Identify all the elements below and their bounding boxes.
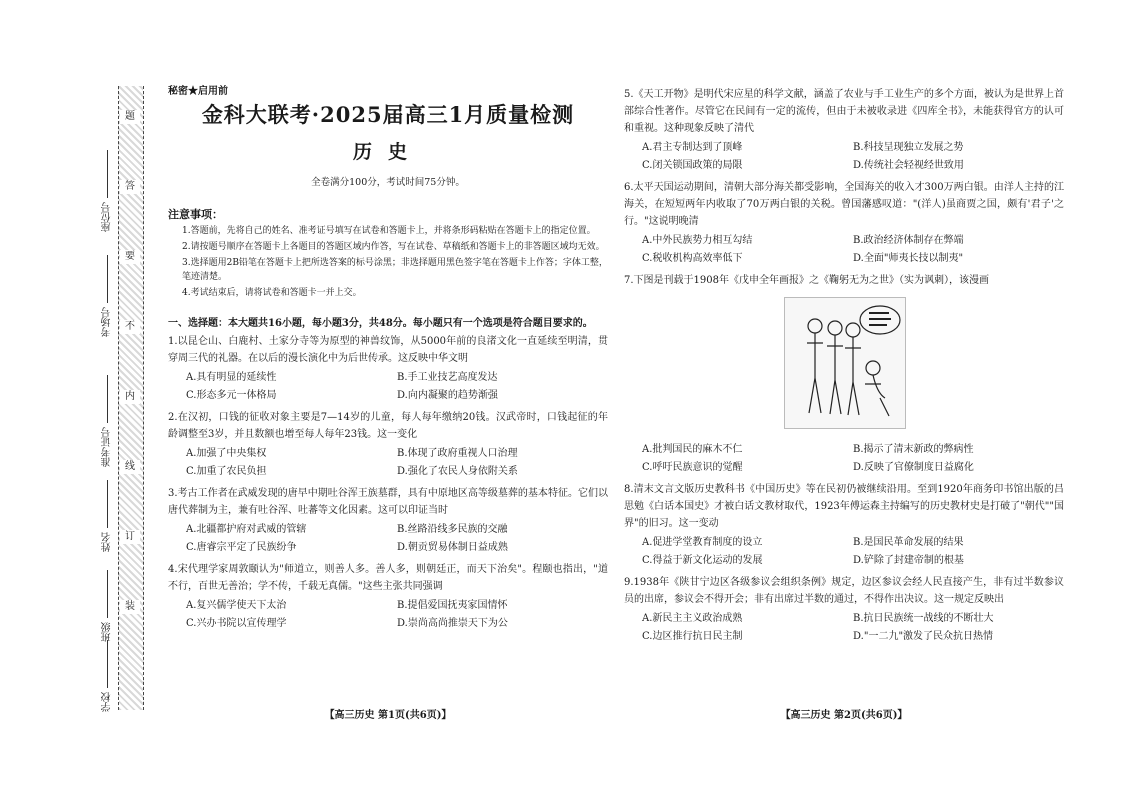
question-5: 5.《天工开物》是明代宋应星的科学文献，涵盖了农业与手工业生产的多个方面，被认为是世界上首部综合性著作。尽管它在民间有一定的流传，但由于未被收录进《四库全书》，未能获得官方的认可和重视。这种现象反映了清代 (624, 89, 1064, 134)
options-8 (624, 534, 1064, 570)
subject-title: 历史 (352, 141, 423, 163)
option[interactable]: C.形态多元一体格局 (186, 390, 277, 401)
options-3 (168, 521, 608, 557)
cut-word: 装 (120, 600, 140, 614)
option[interactable]: D.全面"师夷长技以制夷" (853, 253, 964, 264)
cut-word: 内 (120, 390, 140, 404)
option[interactable]: B.科技呈现独立发展之势 (853, 142, 964, 153)
name-field[interactable]: 姓名 (100, 480, 115, 552)
question-1: 1.以昆仑山、白鹿村、土家分寺等为原型的神兽纹饰，从5000年前的良渚文化一直延续至明清，贯穿周三代的礼器。在以后的漫长演化中为后世传承。这反映中华文明 (168, 336, 608, 364)
admission-number-field[interactable]: 准考证号 (100, 375, 115, 467)
cut-word: 线 (120, 460, 140, 474)
notice-item: 4.考试结束后，请将试卷和答题卡一并上交。 (182, 288, 362, 298)
option[interactable]: D.崇尚高尚推崇天下为公 (397, 618, 508, 629)
option[interactable]: A.复兴儒学使天下太治 (186, 600, 287, 611)
question-6: 6.太平天国运动期间，清朝大部分海关都受影响，全国海关的收入才300万两白银。由洋人主持的江海关，在短短两年内收取了70万两白银的关税。曾国藩感叹道："(洋人)虽商贾之国，颇有'君子'之行。"这说明晚清 (624, 182, 1064, 227)
option[interactable]: D.向内凝聚的趋势渐强 (397, 390, 498, 401)
question-3: 3.考古工作者在武威发现的唐早中期吐谷浑王族墓群，具有中原地区高等级墓葬的基本特征。它们以唐代葬制为主，兼有吐谷浑、吐蕃等文化因素。这可以印证当时 (168, 488, 608, 516)
option[interactable]: C.兴办书院以宣传理学 (186, 618, 287, 629)
options-5 (624, 139, 1064, 175)
cut-word: 题 (120, 110, 140, 124)
option[interactable]: B.政治经济体制存在弊端 (853, 235, 964, 246)
option[interactable]: C.加重了农民负担 (186, 466, 267, 477)
notice-item: 1.答题前，先将自己的姓名、准考证号填写在试卷和答题卡上，并将条形码粘贴在答题卡上的指定位置。 (182, 226, 596, 236)
question-7: 7.下图是刊载于1908年《戊申全年画报》之《鞠躬无为之世》（实为讽刺），该漫画 (624, 275, 989, 286)
option[interactable]: B.揭示了清末新政的弊病性 (853, 444, 974, 455)
option[interactable]: A.北疆都护府对武威的管辖 (186, 524, 307, 535)
option[interactable]: A.具有明显的延续性 (186, 372, 277, 383)
question-9: 9.1938年《陕甘宁边区各级参议会组织条例》规定，边区参议会经人民直接产生，非有过半数参议员的出席，参议会不得开会；非有出席过半数的通过，不得作出决议。这一规定反映出 (624, 577, 1064, 605)
options-6 (624, 232, 1064, 268)
question-8: 8.清末文言文版历史教科书《中国历史》等在民初仍被继续沿用。至到1920年商务印书馆出版的吕思勉《白话本国史》才被白话文教材取代，1923年傅运森主持编写的历史教材史是打破了"朝代""国界"的旧习。这一变动 (624, 484, 1064, 529)
options-2 (168, 445, 608, 481)
option[interactable]: A.新民主主义政治成熟 (642, 613, 743, 624)
page-right (624, 82, 1064, 646)
option[interactable]: C.呼吁民族意识的觉醒 (642, 462, 743, 473)
page-left (168, 82, 608, 633)
page-footer-right: 【高三历史 第2页(共6页)】 (780, 710, 908, 721)
notice-heading: 注意事项： (168, 208, 223, 221)
options-1 (168, 369, 608, 405)
satirical-cartoon-image (784, 297, 906, 429)
options-4 (168, 597, 608, 633)
option[interactable]: C.边区推行抗日民主制 (642, 631, 743, 642)
notice-item: 3.选择题用2B铅笔在答题卡上把所选答案的标号涂黑；非选择题用黑色签字笔在答题卡上作答；字体工整，笔迹清楚。 (182, 258, 608, 282)
class-field[interactable]: 班级 (100, 570, 115, 642)
page-footer-left: 【高三历史 第1页(共6页)】 (324, 710, 452, 721)
option[interactable]: B.抗日民族统一战线的不断壮大 (853, 613, 994, 624)
option[interactable]: A.君主专制达到了顶峰 (642, 142, 743, 153)
option[interactable]: D.强化了农民人身依附关系 (397, 466, 518, 477)
option[interactable]: A.加强了中央集权 (186, 448, 267, 459)
option[interactable]: D.反映了官僚制度日益腐化 (853, 462, 974, 473)
option[interactable]: B.体现了政府重视人口治理 (397, 448, 518, 459)
option[interactable]: A.中外民族势力相互勾结 (642, 235, 753, 246)
option[interactable]: D."一二九"激发了民众抗日热情 (853, 631, 994, 642)
cut-word: 订 (120, 530, 140, 544)
cut-word: 要 (120, 250, 140, 264)
option[interactable]: C.税收机构高效率低下 (642, 253, 743, 264)
secret-tag: 秘密★启用前 (168, 86, 228, 97)
option[interactable]: D.朝贡贸易体制日益成熟 (397, 542, 508, 553)
option[interactable]: B.丝路沿线多民族的交融 (397, 524, 508, 535)
option[interactable]: D.铲除了封建帝制的根基 (853, 555, 964, 566)
cut-word: 答 (120, 180, 140, 194)
options-9 (624, 610, 1064, 646)
notice-item: 2.请按题号顺序在答题卡上各题目的答题区域内作答，写在试卷、草稿纸和答题卡上的非答题区域均无效。 (182, 242, 605, 252)
option[interactable]: A.批判国民的麻木不仁 (642, 444, 743, 455)
option[interactable]: B.提倡爱国抚夷家国情怀 (397, 600, 508, 611)
option[interactable]: C.得益于新文化运动的发展 (642, 555, 763, 566)
school-field[interactable]: 学校 (100, 640, 115, 712)
options-7 (624, 441, 1064, 477)
question-2: 2.在汉初，口钱的征收对象主要是7—14岁的儿童，每人每年缴纳20钱。汉武帝时，口钱起征的年龄调整至3岁，并且数额也增至每人每年23钱。这一变化 (168, 412, 608, 440)
exam-room-field[interactable]: 考场号 (100, 255, 115, 337)
option[interactable]: C.唐睿宗平定了民族纷争 (186, 542, 297, 553)
score-note: 全卷满分100分，考试时间75分钟。 (311, 177, 465, 188)
option[interactable]: B.手工业技艺高度发达 (397, 372, 498, 383)
option[interactable]: C.闭关锁国政策的局限 (642, 160, 743, 171)
option[interactable]: B.是国民革命发展的结果 (853, 537, 964, 548)
section-heading: 一、选择题：本大题共16小题，每小题3分，共48分。每小题只有一个选项是符合题目要求的。 (168, 318, 593, 329)
question-4: 4.宋代理学家周敦颐认为"师道立，则善人多。善人多，则朝廷正，而天下治矣"。程颐也指出，"道不行，百世无善治；学不传，千载无真儒。"这些主张共同强调 (168, 564, 608, 592)
option[interactable]: A.促进学堂教育制度的设立 (642, 537, 763, 548)
cut-word: 不 (120, 320, 140, 334)
option[interactable]: D.传统社会轻视经世致用 (853, 160, 964, 171)
seat-number-field[interactable]: 座位号 (100, 150, 115, 232)
exam-title: 金科大联考·2025届高三1月质量检测 (201, 102, 575, 127)
